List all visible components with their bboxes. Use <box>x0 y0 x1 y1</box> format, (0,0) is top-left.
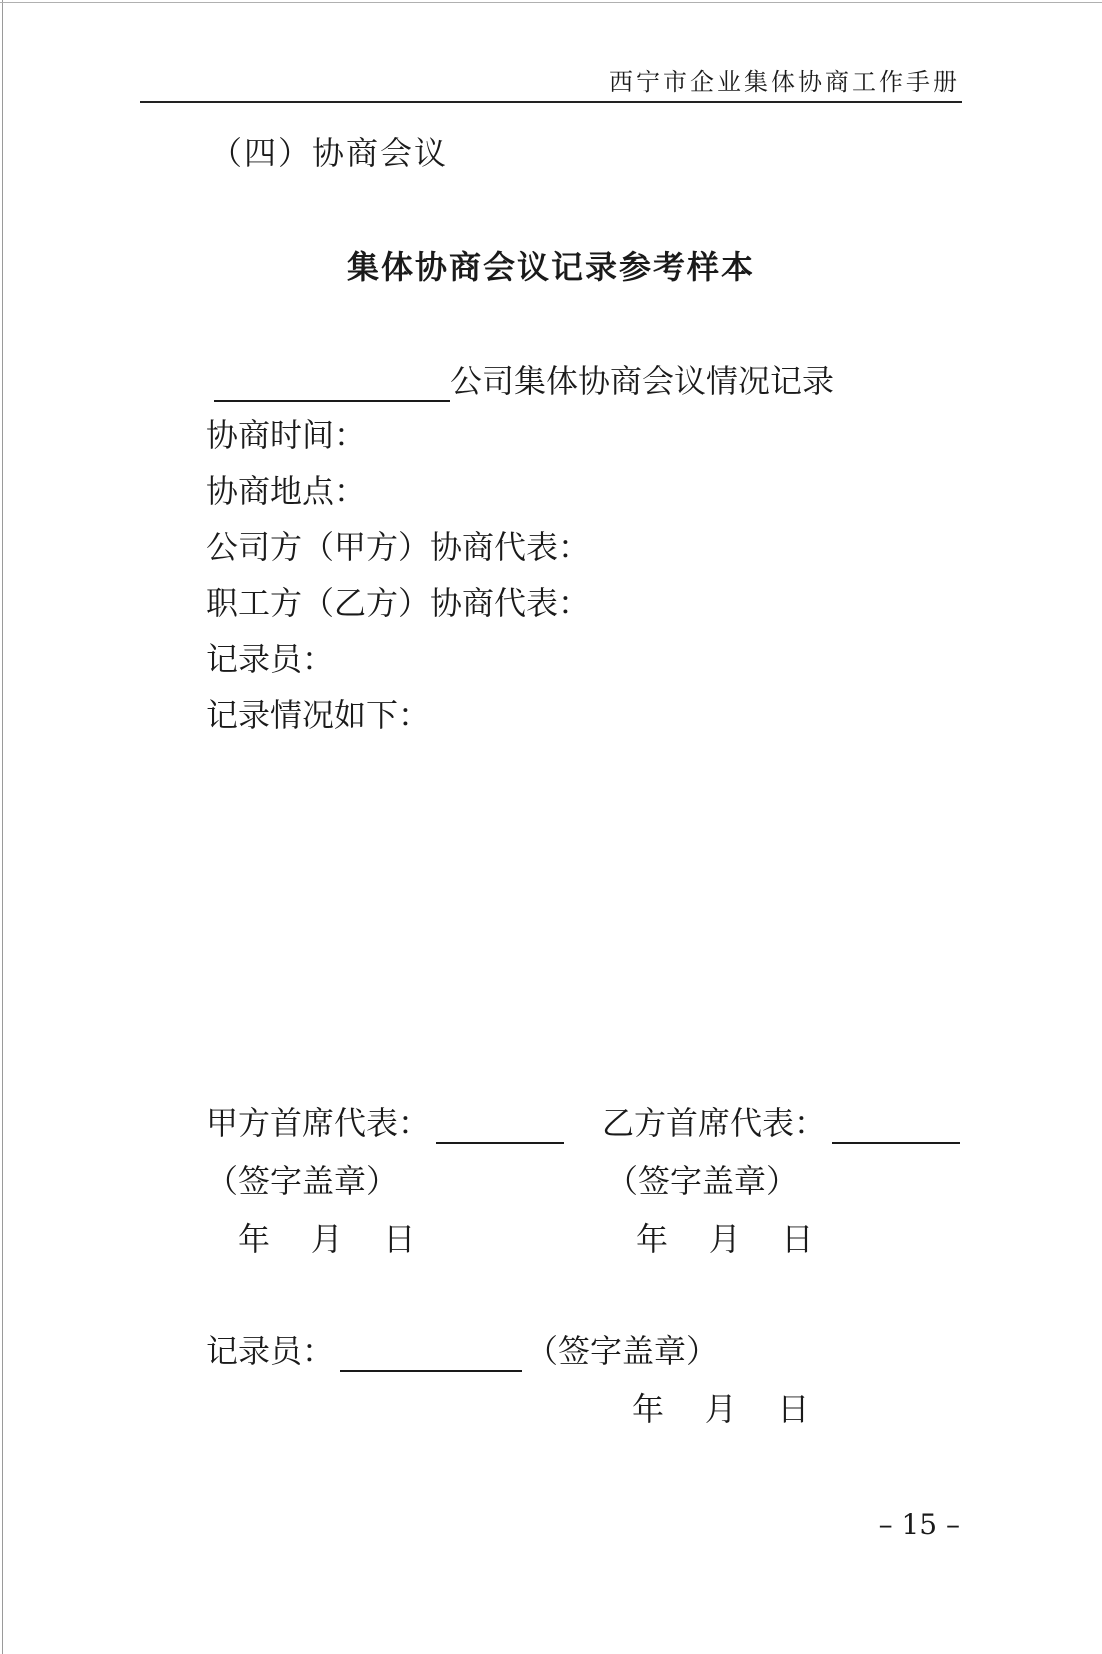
page-number: – 15 – <box>878 1508 960 1541</box>
company-name-blank[interactable] <box>214 364 450 402</box>
field-recorder-label: 记录员： <box>206 640 335 678</box>
party-b-chief-label: 乙方首席代表： <box>602 1104 827 1142</box>
party-a-date: 年 月 日 <box>238 1220 416 1258</box>
header-rule <box>140 101 962 103</box>
field-place-label: 协商地点： <box>206 472 367 510</box>
document-title: 集体协商会议记录参考样本 <box>346 248 755 286</box>
field-time-label: 协商时间： <box>206 416 367 454</box>
recorder-signature-line <box>206 1326 718 1372</box>
page-edge-top <box>0 2 1102 3</box>
party-b-date: 年 月 日 <box>636 1220 814 1258</box>
field-record-details-label: 记录情况如下： <box>206 696 431 734</box>
party-b-signature-line <box>602 1098 960 1144</box>
party-a-sign-seal: （签字盖章） <box>206 1162 399 1200</box>
party-a-chief-label: 甲方首席代表： <box>206 1104 431 1142</box>
record-title <box>214 356 834 402</box>
running-header: 西宁市企业集体协商工作手册 <box>609 68 960 96</box>
recorder-sign-seal: （签字盖章） <box>526 1332 719 1370</box>
party-a-signature-line <box>206 1098 564 1144</box>
recorder-date: 年 月 日 <box>632 1390 810 1428</box>
party-a-signature-blank[interactable] <box>436 1106 564 1144</box>
record-title-suffix: 公司集体协商会议情况记录 <box>450 362 835 400</box>
section-heading: （四）协商会议 <box>210 134 449 172</box>
party-b-signature-blank[interactable] <box>832 1106 960 1144</box>
field-party-a-reps-label: 公司方（甲方）协商代表： <box>206 528 591 566</box>
party-b-sign-seal: （签字盖章） <box>606 1162 799 1200</box>
recorder-signature-blank[interactable] <box>340 1334 522 1372</box>
recorder-signature-label: 记录员： <box>206 1332 335 1370</box>
field-party-b-reps-label: 职工方（乙方）协商代表： <box>206 584 591 622</box>
